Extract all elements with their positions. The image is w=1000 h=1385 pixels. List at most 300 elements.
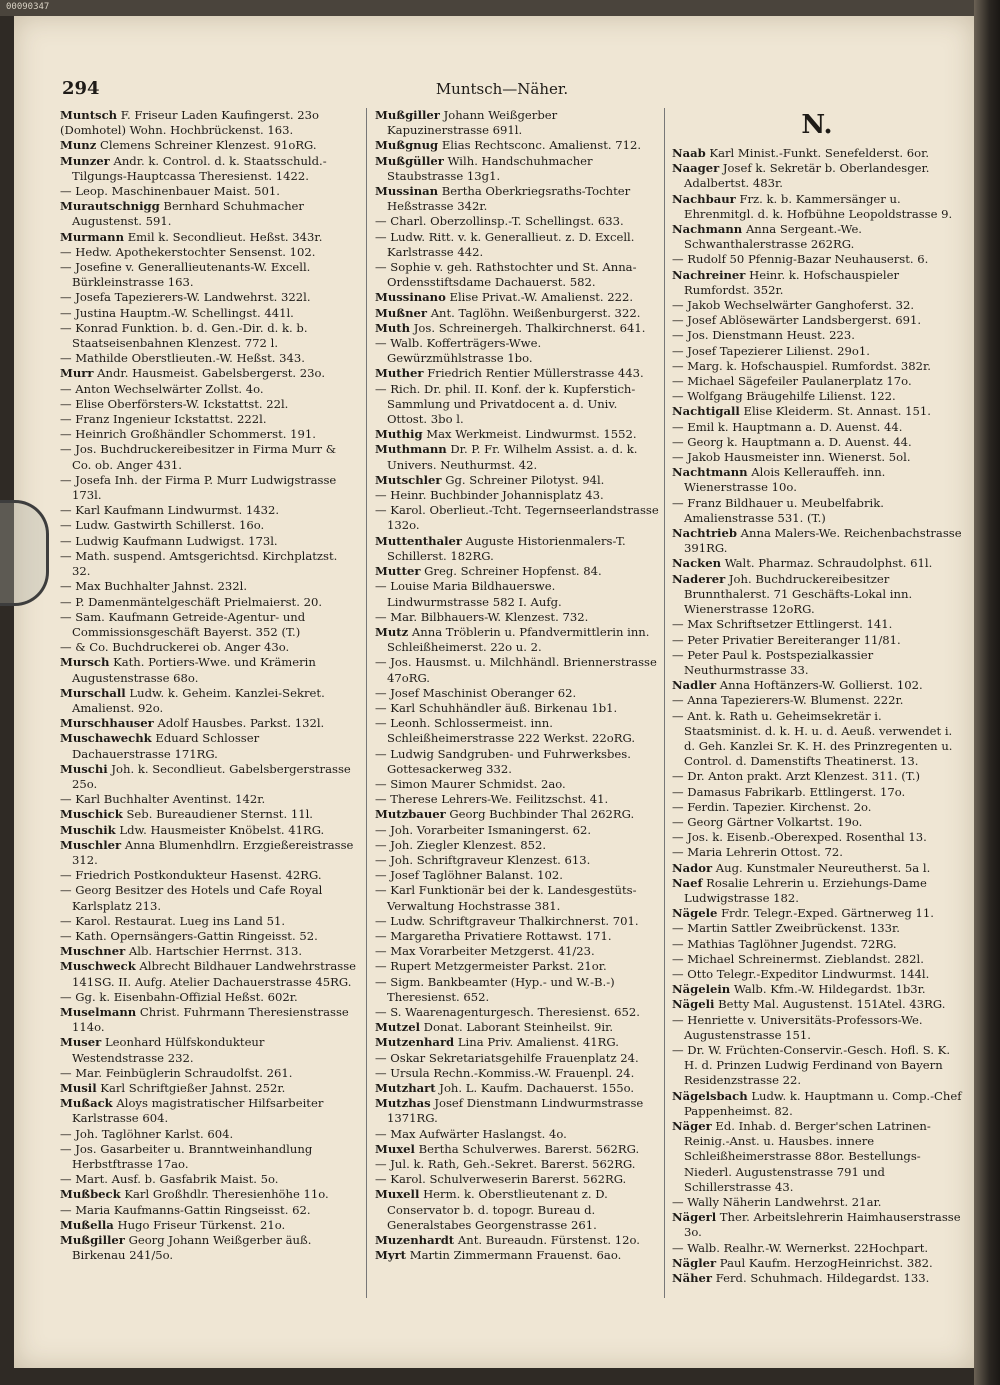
entry-details: Leonhard Hülfskondukteur Westendstrasse 232.: [72, 1035, 265, 1065]
directory-entry: [375, 503, 660, 533]
entry-surname: Muzenhardt: [375, 1233, 455, 1248]
entry-details: — Math. suspend. Amtsgerichtsd. Kirchplatzst. 32.: [60, 548, 338, 579]
directory-entry: [60, 138, 358, 153]
directory-entry: [672, 1089, 962, 1119]
entry-details: Anna Hoftänzers-W. Gollierst. 102.: [719, 678, 923, 693]
entry-surname: Mutzenhard: [375, 1035, 455, 1050]
entry-surname: Mußgiller: [375, 108, 440, 122]
entry-details: — Leonh. Schlossermeist. inn. Schleißheimerstrasse 222 Werkst. 22oRG.: [375, 716, 636, 746]
entry-details: Karl Schriftgießer Jahnst. 252r.: [100, 1081, 286, 1095]
directory-entry: [672, 678, 962, 693]
entry-details: — Max Buchhalter Jahnst. 232l.: [60, 579, 248, 594]
entry-surname: Muth: [375, 320, 411, 335]
entry-surname: Muschi: [60, 761, 108, 776]
directory-entry: [672, 815, 962, 830]
directory-entry: [60, 321, 358, 351]
entry-details: — Elise Oberförsters-W. Ickstattst. 22l.: [60, 396, 289, 411]
entry-details: Ludw. k. Geheim. Kanzlei-Sekret. Amalienst. 92o.: [72, 685, 325, 715]
entry-details: Rosalie Lehrerin u. Erziehungs-Dame Ludwigstrasse 182.: [684, 875, 927, 905]
directory-entry: [375, 260, 660, 290]
directory-entry: [375, 838, 660, 853]
entry-details: — Charl. Oberzollinsp.-T. Schellingst. 633.: [375, 214, 624, 229]
entry-details: — Josefa Tapezierers-W. Landwehrst. 322l.: [60, 290, 311, 305]
entry-details: Ludw. k. Hauptmann u. Comp.-Chef Pappenheimst. 82.: [684, 1088, 962, 1118]
entry-surname: Munzer: [60, 153, 110, 168]
entry-surname: Muxel: [375, 1141, 415, 1156]
entry-details: — Marg. k. Hofschauspiel. Rumfordst. 382r.: [672, 358, 931, 373]
directory-entry: [672, 769, 962, 784]
column-divider: [664, 108, 665, 1298]
directory-entry: [375, 138, 660, 153]
directory-entry: [672, 435, 962, 450]
entry-details: Martin Zimmermann Frauenst. 6ao.: [409, 1248, 622, 1263]
entry-surname: Muthig: [375, 427, 423, 442]
entry-surname: Myrt: [375, 1248, 407, 1263]
entry-details: — Maria Kaufmanns-Gattin Ringseisst. 62.: [60, 1202, 311, 1217]
directory-entry: [60, 397, 358, 412]
directory-entry: [672, 1256, 962, 1271]
entry-details: Ant. Taglöhn. Weißenburgerst. 322.: [430, 305, 641, 320]
entry-surname: Muser: [60, 1035, 102, 1050]
directory-entry: [60, 610, 358, 640]
entry-details: — Henriette v. Universitäts-Professors-We. Augustenstrasse 151.: [672, 1012, 923, 1042]
entry-details: — Peter Paul k. Postspezialkassier Neuthurmstrasse 33.: [672, 647, 874, 677]
entry-surname: Nägelein: [672, 982, 731, 997]
entry-details: — Mathilde Oberstlieuten.-W. Heßst. 343.: [60, 351, 305, 366]
directory-entry: [375, 1187, 660, 1233]
directory-entry: [375, 473, 660, 488]
directory-entry: [60, 716, 358, 731]
directory-entry: [375, 336, 660, 366]
directory-entry: [60, 230, 358, 245]
entry-details: Alb. Hartschier Herrnst. 313.: [128, 944, 303, 959]
entry-surname: Mutschler: [375, 472, 442, 487]
entry-details: — Jos. Hausmst. u. Milchhändl. Briennerstrasse 47oRG.: [375, 655, 657, 685]
directory-entry: [60, 1203, 358, 1218]
entry-surname: Muschler: [60, 837, 122, 852]
entry-details: F. Friseur Laden Kaufingerst. 23o: [120, 108, 319, 122]
directory-entry: [375, 853, 660, 868]
entry-details: — Ludwig Sandgruben- und Fuhrwerksbes. Gottesackerweg 332.: [375, 746, 631, 776]
directory-entry: [375, 655, 660, 685]
entry-surname: Muschick: [60, 807, 123, 822]
column-2: [375, 108, 660, 1263]
entry-details: — Josef Maschinist Oberanger 62.: [375, 685, 577, 700]
entry-details: — Friedrich Postkondukteur Hasenst. 42RG.: [60, 868, 322, 883]
entry-details: Ldw. Hausmeister Knöbelst. 41RG.: [119, 822, 325, 837]
entry-details: — Josef Taglöhner Balanst. 102.: [375, 868, 563, 883]
entry-details: — Ferdin. Tapezier. Kirchenst. 2o.: [672, 799, 872, 814]
directory-entry: [672, 374, 962, 389]
entry-details: — Gg. k. Eisenbahn-Offizial Heßst. 602r.: [60, 989, 298, 1004]
entry-details: Betty Mal. Augustenst. 151Atel. 43RG.: [718, 997, 946, 1012]
entry-details: Frz. k. b. Kammersänger u. Ehrenmitgl. d. k. Hofbühne Leopoldstrasse 9.: [684, 191, 953, 221]
directory-entry: [375, 777, 660, 792]
directory-entry: [672, 450, 962, 465]
entry-details: — Wally Näherin Landwehrst. 21ar.: [672, 1195, 882, 1210]
entry-details: Alois Kellerauffeh. inn. Wienerstrasse 10o.: [684, 465, 886, 495]
directory-entry: [672, 389, 962, 404]
entry-surname: Muschawechk: [60, 731, 152, 746]
directory-entry: [60, 807, 358, 822]
entry-details: Joh. Buchdruckereibesitzer Brunnthalerst. 71 Geschäfts-Lokal inn. Wienerstrasse 12oRG.: [684, 571, 913, 617]
entry-details: Bernhard Schuhmacher Augustenst. 591.: [72, 199, 304, 229]
directory-entry: [672, 861, 962, 876]
entry-details: — Max Vorarbeiter Metzgerst. 41/23.: [375, 944, 595, 959]
directory-entry: [60, 290, 358, 305]
entry-surname: Nägelsbach: [672, 1088, 748, 1103]
entry-surname: Muschner: [60, 944, 126, 959]
entry-surname: Murr: [60, 366, 94, 381]
directory-entry: [375, 807, 660, 822]
entry-details: Hugo Friseur Türkenst. 21o.: [117, 1217, 286, 1232]
directory-entry: [375, 214, 660, 229]
directory-entry: [375, 944, 660, 959]
entry-details: — Anna Tapezierers-W. Blumenst. 222r.: [672, 693, 904, 708]
directory-entry: [375, 564, 660, 579]
directory-entry: [672, 967, 962, 982]
entry-details: — Jos. Dienstmann Heust. 223.: [672, 328, 855, 343]
entry-details: Georg Johann Weißgerber äuß. Birkenau 241/5o.: [72, 1233, 312, 1263]
entry-details: — Karl Kaufmann Lindwurmst. 1432.: [60, 503, 280, 518]
directory-entry: [60, 503, 358, 518]
entry-details: Albrecht Bildhauer Landwehrstrasse 141SG. II. Aufg. Atelier Dachauerstrasse 45RG.: [72, 959, 357, 989]
directory-entry: [672, 359, 962, 374]
entry-details: — Peter Privatier Bereiteranger 11/81.: [672, 632, 901, 647]
scan-id: 00090347: [6, 2, 50, 12]
directory-entry: [375, 1142, 660, 1157]
entry-details: Donat. Laborant Steinheilst. 9ir.: [423, 1020, 614, 1035]
entry-details: — Jos. Buchdruckereibesitzer in Firma Murr & Co. ob. Anger 431.: [60, 442, 337, 472]
directory-entry: [375, 747, 660, 777]
entry-details: Aloys magistratischer Hilfsarbeiter Karlstrasse 604.: [72, 1096, 324, 1126]
directory-entry: [375, 1127, 660, 1142]
entry-surname: Nägeli: [672, 997, 715, 1012]
directory-entry: [672, 876, 962, 906]
directory-entry: [60, 123, 358, 138]
entry-details: — Ludw. Schriftgraveur Thalkirchnerst. 701.: [375, 913, 639, 928]
entry-details: Andr. k. Control. d. k. Staatsschuld.-Tilgungs-Hauptcassa Theresienst. 1422.: [72, 153, 327, 183]
directory-entry: [672, 404, 962, 419]
entry-details: — Karol. Schulverweserin Barerst. 562RG.: [375, 1172, 627, 1187]
directory-entry: [60, 442, 358, 472]
directory-entry: [672, 344, 962, 359]
entry-details: — Sigm. Bankbeamter (Hyp.- und W.-B.-) Theresienst. 652.: [375, 974, 615, 1004]
entry-details: — Dr. W. Früchten-Conservir.-Gesch. Hofl. S. K. H. d. Prinzen Ludwig Ferdinand von Bayern Residenzstrasse 22.: [672, 1042, 951, 1088]
entry-details: Andr. Hausmeist. Gabelsbergerst. 23o.: [97, 366, 326, 381]
entry-details: Herm. k. Oberstlieutenant z. D. Conservator b. d. topogr. Bureau d. Generalstabes Georgenstrasse 261.: [387, 1187, 608, 1232]
entry-surname: Nadler: [672, 678, 717, 693]
directory-entry: [60, 412, 358, 427]
directory-entry: [60, 1172, 358, 1187]
directory-entry: [60, 199, 358, 229]
entry-details: — Jul. k. Rath, Geh.-Sekret. Barerst. 562RG.: [375, 1157, 636, 1172]
entry-details: Paul Kaufm. HerzogHeinrichst. 382.: [719, 1255, 933, 1270]
entry-details: — Wolfgang Bräugehilfe Lilienst. 122.: [672, 389, 896, 404]
directory-entry: [672, 496, 962, 526]
entry-details: — Josefa Inh. der Firma P. Murr Ludwigstrasse 173l.: [60, 472, 337, 503]
directory-entry: [672, 1043, 962, 1089]
directory-entry: [375, 442, 660, 472]
entry-surname: Nachmann: [672, 222, 743, 237]
entry-surname: Mußgiller: [60, 1233, 125, 1248]
entry-surname: Nägele: [672, 906, 718, 921]
entry-details: — Rich. Dr. phil. II. Konf. der k. Kupferstich-Sammlung und Privatdocent a. d. Univ. Ottost. 3bo l.: [375, 381, 636, 427]
entry-surname: Näger: [672, 1119, 712, 1133]
entry-surname: Murmann: [60, 229, 125, 244]
directory-entry: [60, 184, 358, 199]
directory-entry: [375, 1157, 660, 1172]
entry-details: Karl Minist.-Funkt. Senefelderst. 6or.: [709, 146, 930, 160]
entry-surname: Mussinano: [375, 290, 446, 305]
directory-entry: [375, 1081, 660, 1096]
entry-details: — Emil k. Hauptmann a. D. Auenst. 44.: [672, 419, 903, 434]
entry-details: Heinr. k. Hofschauspieler Rumfordst. 352r.: [684, 267, 899, 297]
entry-details: — Michael Schreinermst. Zieblandst. 282l.: [672, 951, 924, 966]
entry-details: — Franz Bildhauer u. Meubelfabrik. Amalienstrasse 531. (T.): [672, 495, 884, 525]
directory-entry: [60, 260, 358, 290]
entry-details: Anna Malers-We. Reichenbachstrasse 391RG.: [684, 526, 962, 556]
entry-details: — Walb. Kofferträgers-Wwe. Gewürzmühlstrasse 1bo.: [375, 336, 542, 366]
entry-surname: Nachtigall: [672, 404, 740, 419]
entry-details: — P. Damenmäntelgeschäft Prielmaierst. 20.: [60, 594, 323, 609]
directory-entry: [672, 328, 962, 343]
directory-entry: [672, 313, 962, 328]
directory-entry: [375, 321, 660, 336]
page-number: 294: [62, 78, 100, 99]
entry-surname: Mutzbauer: [375, 807, 446, 822]
directory-entry: [672, 648, 962, 678]
directory-entry: [60, 792, 358, 807]
directory-entry: [60, 1096, 358, 1126]
directory-entry: [60, 1142, 358, 1172]
directory-entry: [375, 792, 660, 807]
directory-entry: [375, 1051, 660, 1066]
directory-entry: [60, 549, 358, 579]
directory-entry: [60, 1233, 358, 1263]
entry-details: Josef Dienstmann Lindwurmstrasse 1371RG.: [387, 1096, 644, 1126]
entry-details: — Maria Lehrerin Ottost. 72.: [672, 845, 843, 860]
entry-surname: Naager: [672, 161, 720, 176]
directory-entry: [60, 959, 358, 989]
directory-entry: [60, 762, 358, 792]
entry-details: Friedrich Rentier Müllerstrasse 443.: [427, 366, 644, 381]
entry-surname: Muntsch: [60, 108, 118, 122]
entry-details: — Georg Gärtner Volkartst. 19o.: [672, 814, 863, 829]
directory-entry: [60, 1218, 358, 1233]
column-divider: [366, 108, 367, 1298]
entry-surname: Musil: [60, 1081, 97, 1095]
entry-details: — Ludwig Kaufmann Ludwigst. 173l.: [60, 533, 278, 548]
entry-surname: Nägler: [672, 1255, 717, 1270]
directory-entry: [60, 595, 358, 610]
entry-surname: Murautschnigg: [60, 199, 160, 214]
directory-entry: [672, 420, 962, 435]
paper-clip: [0, 500, 49, 606]
entry-surname: Nachreiner: [672, 267, 746, 282]
directory-entry: [60, 1127, 358, 1142]
directory-entry: [60, 686, 358, 716]
directory-entry: [672, 572, 962, 618]
entry-details: Frdr. Telegr.-Exped. Gärtnerweg 11.: [721, 906, 934, 921]
entry-details: Elise Privat.-W. Amalienst. 222.: [449, 290, 634, 305]
entry-details: — Kath. Opernsängers-Gattin Ringeisst. 52.: [60, 928, 318, 943]
entry-surname: Muschik: [60, 822, 116, 837]
directory-entry: [60, 838, 358, 868]
directory-entry: [672, 526, 962, 556]
entry-surname: Mussinan: [375, 184, 439, 199]
entry-details: Walt. Pharmaz. Schraudolphst. 61l.: [724, 556, 933, 571]
entry-details: Aug. Kunstmaler Neureutherst. 5a l.: [715, 860, 931, 875]
directory-entry: [60, 579, 358, 594]
entry-details: — Karl Funktionär bei der k. Landesgestüts-Verwaltung Hochstrasse 381.: [375, 883, 637, 913]
directory-entry: [60, 823, 358, 838]
directory-entry: [375, 868, 660, 883]
entry-details: Joh. k. Secondlieut. Gabelsbergerstrasse 25o.: [72, 761, 351, 791]
entry-details: Lina Priv. Amalienst. 41RG.: [457, 1035, 619, 1050]
entry-details: — Jakob Wechselwärter Ganghoferst. 32.: [672, 298, 915, 313]
entry-details: — Otto Telegr.-Expeditor Lindwurmst. 144l.: [672, 966, 930, 981]
directory-entry: [375, 823, 660, 838]
entry-details: — Ant. k. Rath u. Geheimsekretär i. Staatsminist. d. k. H. u. d. Aeuß. verwendet i. d. Geh. Kanzlei Sr. K. H. des Prinzregenten u. Control. d. Damenstifts Theatinerst. 13.: [672, 708, 953, 769]
entry-surname: Nachbaur: [672, 191, 736, 206]
entry-surname: Mußella: [60, 1217, 114, 1232]
entry-surname: Mutzhas: [375, 1096, 431, 1111]
entry-details: Emil k. Secondlieut. Heßst. 343r.: [127, 229, 323, 244]
entry-details: Johann Weißgerber Kapuzinerstrasse 691l.: [387, 108, 558, 138]
directory-entry: [672, 465, 962, 495]
entry-details: — Heinrich Großhändler Schommerst. 191.: [60, 427, 316, 442]
directory-entry: [60, 1187, 358, 1202]
section-letter: N.: [801, 110, 833, 140]
entry-details: — Franz Ingenieur Ickstattst. 222l.: [60, 412, 267, 427]
directory-entry: [60, 990, 358, 1005]
entry-details: — Rupert Metzgermeister Parkst. 21or.: [375, 959, 607, 974]
directory-entry: [672, 800, 962, 815]
entry-details: Elise Kleiderm. St. Annast. 151.: [743, 404, 931, 419]
entry-details: — Oskar Sekretariatsgehilfe Frauenplatz 24.: [375, 1050, 639, 1065]
entry-details: — & Co. Buchdruckerei ob. Anger 43o.: [60, 640, 290, 655]
entry-details: Georg Buchbinder Thal 262RG.: [449, 807, 635, 822]
entry-details: — Anton Wechselwärter Zollst. 4o.: [60, 381, 264, 396]
directory-entry: [60, 351, 358, 366]
entry-details: Eduard Schlosser Dachauerstrasse 171RG.: [72, 731, 260, 761]
entry-surname: Nador: [672, 860, 713, 875]
directory-entry: [672, 830, 962, 845]
entry-details: Bertha Oberkriegsraths-Tochter Heßstrasse 342r.: [387, 184, 631, 214]
directory-entry: [375, 625, 660, 655]
directory-entry: [375, 366, 660, 381]
entry-details: — Jos. k. Eisenb.-Oberexped. Rosenthal 13.: [672, 830, 927, 845]
directory-entry: [375, 929, 660, 944]
directory-entry: [672, 952, 962, 967]
directory-entry: [672, 556, 962, 571]
entry-details: Ant. Bureaudn. Fürstenst. 12o.: [457, 1233, 640, 1248]
entry-details: Anna Blumenhdlrn. Erzgießereistrasse 312.: [72, 837, 354, 867]
entry-surname: Nachtmann: [672, 465, 748, 480]
directory-entry: [672, 222, 962, 252]
directory-entry: [672, 146, 962, 161]
scan-top-margin: [0, 0, 1000, 16]
directory-entry: [375, 154, 660, 184]
entry-details: Joh. L. Kaufm. Dachauerst. 155o.: [439, 1081, 635, 1095]
entry-details: — Karl Buchhalter Aventinst. 142r.: [60, 792, 266, 807]
entry-details: — Therese Lehrers-We. Feilitzschst. 41.: [375, 792, 609, 807]
directory-entry: [60, 731, 358, 761]
entry-details: — Mart. Ausf. b. Gasfabrik Maist. 5o.: [60, 1172, 279, 1187]
entry-details: — Heinr. Buchbinder Johannisplatz 43.: [375, 488, 604, 503]
directory-entry: [60, 868, 358, 883]
directory-entry: [672, 906, 962, 921]
directory-entry: [672, 1241, 962, 1256]
entry-details: — Damasus Fabrikarb. Ettlingerst. 17o.: [672, 784, 906, 799]
directory-entry: [672, 997, 962, 1012]
entry-details: Max Werkmeist. Lindwurmst. 1552.: [426, 427, 637, 442]
directory-entry: [375, 610, 660, 625]
entry-details: — Josef Tapezierer Lilienst. 29o1.: [672, 343, 870, 358]
directory-entry: [375, 975, 660, 1005]
directory-entry: [672, 1013, 962, 1043]
entry-details: — Michael Sägefeiler Paulanerplatz 17o.: [672, 374, 912, 389]
entry-surname: Mutzhart: [375, 1081, 436, 1095]
entry-details: Ferd. Schuhmach. Hildegardst. 133.: [715, 1271, 930, 1286]
entry-details: — Joh. Vorarbeiter Ismaningerst. 62.: [375, 822, 592, 837]
entry-details: Elias Rechtsconc. Amalienst. 712.: [441, 138, 642, 153]
entry-details: — Mar. Feinbüglerin Schraudolfst. 261.: [60, 1065, 293, 1080]
directory-entry: [672, 161, 962, 191]
directory-entry: [375, 108, 660, 138]
directory-entry: [672, 921, 962, 936]
entry-surname: Nägerl: [672, 1210, 717, 1225]
entry-details: Dr. P. Fr. Wilhelm Assist. a. d. k. Univers. Neuthurmst. 42.: [387, 442, 638, 472]
directory-entry: [375, 579, 660, 609]
directory-entry: [672, 1195, 962, 1210]
directory-entry: [672, 785, 962, 800]
directory-entry: [60, 1081, 358, 1096]
directory-entry: [375, 534, 660, 564]
entry-surname: Nachtrieb: [672, 526, 737, 541]
entry-details: — Ursula Rechn.-Kommiss.-W. Frauenpl. 24.: [375, 1065, 635, 1080]
directory-entry: [60, 944, 358, 959]
entry-details: — Walb. Realhr.-W. Wernerkst. 22Hochpart.: [672, 1240, 929, 1255]
page-header: [62, 78, 942, 100]
directory-entry: [60, 382, 358, 397]
directory-entry: [672, 1119, 962, 1195]
directory-entry: [60, 1066, 358, 1081]
entry-surname: Muther: [375, 366, 424, 381]
directory-entry: [375, 716, 660, 746]
entry-surname: Mursch: [60, 655, 110, 670]
entry-details: — Jakob Hausmeister inn. Wienerst. 5ol.: [672, 450, 911, 465]
directory-entry: [375, 1172, 660, 1187]
entry-details: — Martin Sattler Zweibrückenst. 133r.: [672, 921, 900, 936]
entry-details: — Joh. Taglöhner Karlst. 604.: [60, 1126, 234, 1141]
entry-details: — Simon Maurer Schmidst. 2ao.: [375, 776, 566, 791]
directory-entry: [375, 488, 660, 503]
directory-entry: [375, 883, 660, 913]
entry-details: — Dr. Anton prakt. Arzt Klenzest. 311. (T.): [672, 769, 921, 784]
entry-surname: Mutter: [375, 564, 421, 579]
directory-entry: [672, 1210, 962, 1240]
entry-details: — Karol. Oberlieut.-Tcht. Tegernseerlandstrasse 132o.: [375, 503, 659, 533]
directory-entry: [375, 914, 660, 929]
entry-details: — Jos. Gasarbeiter u. Branntweinhandlung Herbstftrasse 17ao.: [60, 1141, 313, 1172]
entry-details: Wilh. Handschuhmacher Staubstrasse 13g1.: [387, 153, 593, 183]
entry-details: — Rudolf 50 Pfennig-Bazar Neuhauserst. 6.: [672, 252, 929, 267]
entry-details: — Mar. Bilbhauers-W. Klenzest. 732.: [375, 609, 589, 624]
entry-details: — Joh. Ziegler Klenzest. 852.: [375, 837, 547, 852]
directory-entry: [375, 290, 660, 305]
